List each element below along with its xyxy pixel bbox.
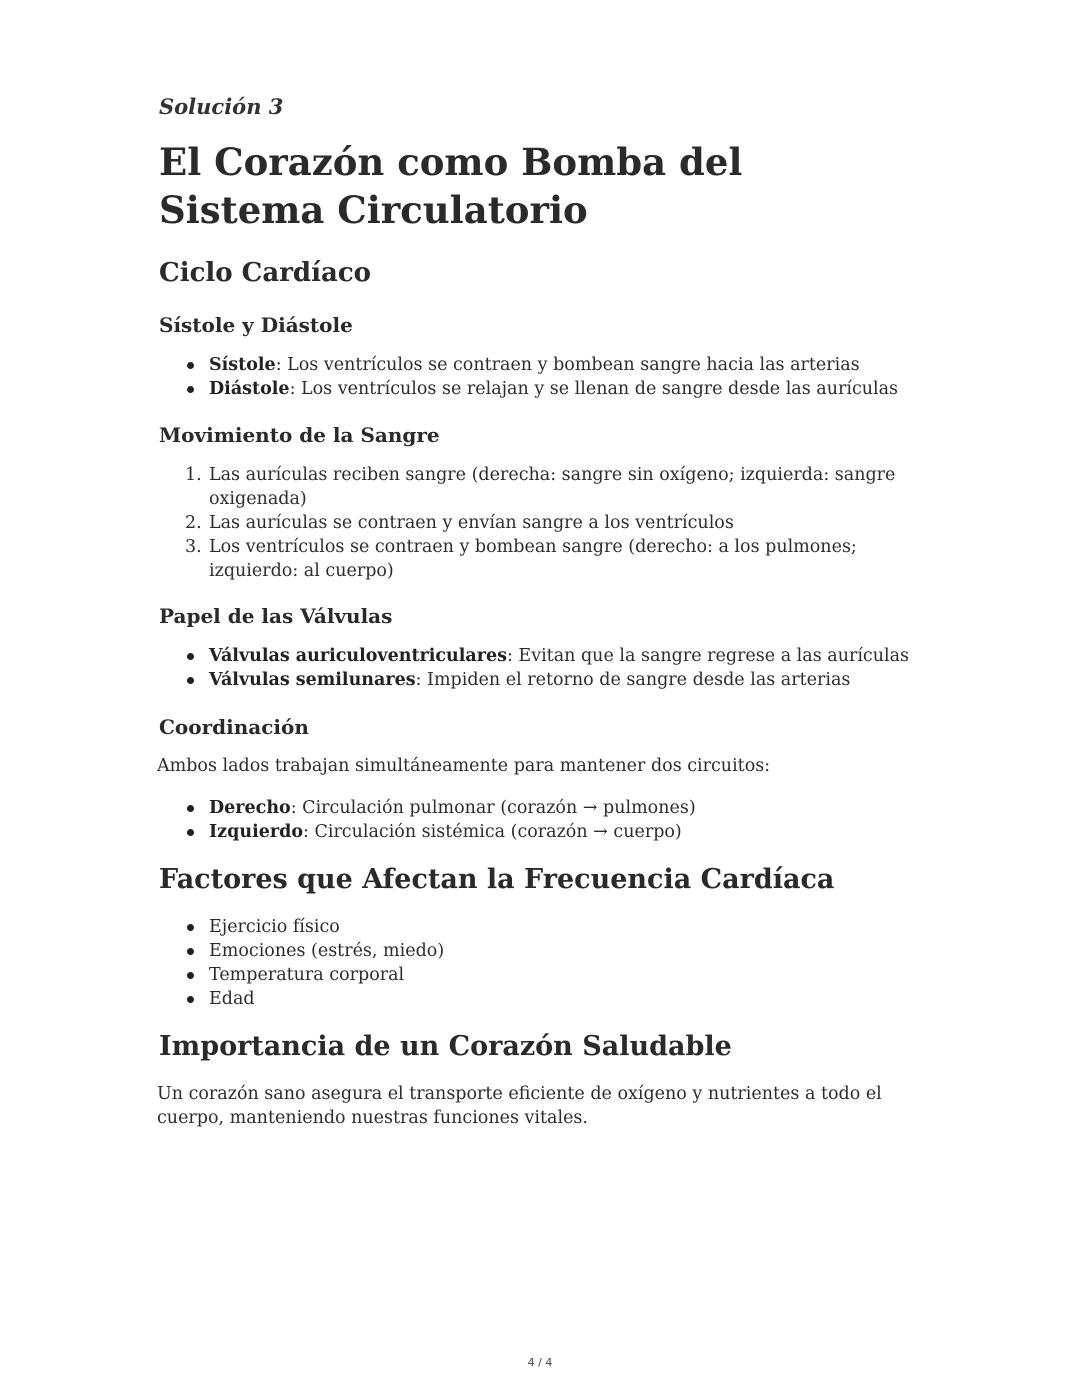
list-item-term: Diástole	[209, 379, 290, 399]
list-item	[185, 987, 925, 1011]
list-item	[185, 353, 925, 377]
section-heading-importancia: Importancia de un Corazón Saludable	[159, 1031, 732, 1062]
bullet-icon	[187, 924, 194, 931]
list-item-text: : Los ventrículos se contraen y bombean sangre hacia las arterias	[275, 355, 860, 375]
list-item-text: Las aurículas se contraen y envían sangre a los ventrículos	[209, 513, 734, 533]
list-item-text: : Circulación pulmonar (corazón → pulmones)	[290, 798, 696, 818]
list-item-text: Las aurículas reciben sangre (derecha: sangre sin oxígeno; izquierda: sangre oxigenada)	[209, 465, 896, 509]
list-item	[185, 796, 925, 820]
list-item-text: : Circulación sistémica (corazón → cuerpo)	[303, 822, 682, 842]
list-item	[185, 511, 925, 535]
list-item	[185, 535, 925, 583]
list-item	[185, 939, 925, 963]
list-item	[185, 963, 925, 987]
bullet-icon	[187, 948, 194, 955]
list-item	[185, 377, 925, 401]
list-item-text: : Impiden el retorno de sangre desde las arterias	[415, 670, 851, 690]
subheading-coordinacion: Coordinación	[159, 715, 309, 739]
subheading-valvulas: Papel de las Válvulas	[159, 604, 393, 628]
bullet-icon	[187, 972, 194, 979]
valvulas-list	[185, 644, 925, 692]
movimiento-list	[185, 463, 925, 583]
coordinacion-list	[185, 796, 925, 844]
list-item	[185, 668, 925, 692]
section-heading-ciclo: Ciclo Cardíaco	[159, 258, 371, 288]
list-item	[185, 915, 925, 939]
factores-list	[185, 915, 925, 1011]
bullet-icon	[187, 677, 194, 684]
page-number: 4 / 4	[527, 1356, 553, 1369]
list-number: 1.	[185, 465, 202, 485]
list-item-text: Edad	[209, 989, 255, 1009]
list-item-term: Válvulas auriculoventriculares	[209, 646, 507, 666]
list-item-text: : Los ventrículos se relajan y se llenan de sangre desde las aurículas	[289, 379, 899, 399]
bullet-icon	[187, 653, 194, 660]
bullet-icon	[187, 829, 194, 836]
list-item-term: Sístole	[209, 355, 276, 375]
list-item-text: Emociones (estrés, miedo)	[209, 941, 445, 961]
coordinacion-intro: Ambos lados trabajan simultáneamente para mantener dos circuitos:	[157, 756, 771, 776]
section-heading-factores: Factores que Afectan la Frecuencia Cardíaca	[159, 864, 835, 895]
list-item-term: Válvulas semilunares	[209, 670, 416, 690]
list-item	[185, 463, 925, 511]
subheading-movimiento: Movimiento de la Sangre	[159, 423, 440, 447]
list-item	[185, 820, 925, 844]
page-title: El Corazón como Bomba del Sistema Circulatorio	[159, 140, 743, 232]
list-item-text: Ejercicio físico	[209, 917, 340, 937]
list-item	[185, 644, 925, 668]
subheading-sistole-diastole: Sístole y Diástole	[159, 313, 353, 337]
bullet-icon	[187, 386, 194, 393]
list-item-text: Temperatura corporal	[209, 965, 405, 985]
list-item-text: : Evitan que la sangre regrese a las aurículas	[506, 646, 910, 666]
list-item-text: Los ventrículos se contraen y bombean sangre (derecho: a los pulmones; izquierdo: al cuerpo)	[209, 537, 857, 581]
importancia-text: Un corazón sano asegura el transporte eficiente de oxígeno y nutrientes a todo el cuerpo, manteniendo nuestras funciones vitales.	[157, 1084, 882, 1128]
bullet-icon	[187, 805, 194, 812]
bullet-icon	[187, 996, 194, 1003]
sistole-diastole-list	[185, 353, 925, 401]
list-number: 2.	[185, 513, 202, 533]
list-item-term: Izquierdo	[209, 822, 303, 842]
bullet-icon	[187, 362, 194, 369]
solution-label: Solución 3	[159, 94, 284, 119]
list-item-term: Derecho	[209, 798, 291, 818]
list-number: 3.	[185, 537, 202, 557]
